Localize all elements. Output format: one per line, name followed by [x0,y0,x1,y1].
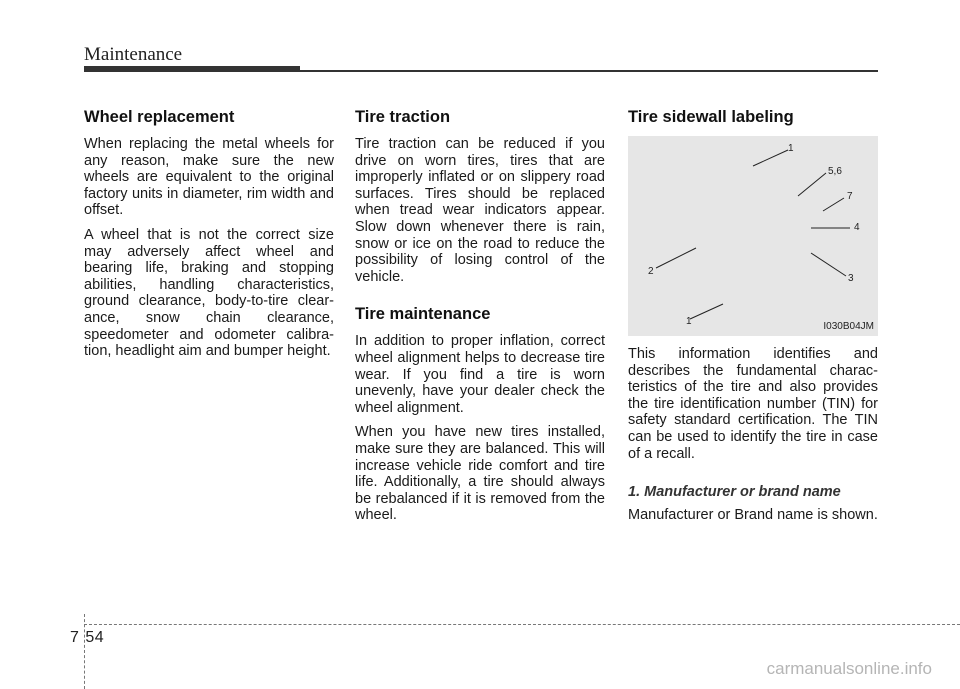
callout-label-4: 4 [854,222,860,233]
section-title-tire-traction: Tire traction [355,108,451,126]
footer-horizontal-rule [84,624,960,625]
paragraph: When replacing the metal wheels for any reason, make sure the new wheels are equivalent to the original factory units in diameter, rim width and offset. [84,136,334,219]
section-title-tire-maintenance: Tire maintenance [355,305,491,324]
section-title-tire-sidewall-labeling: Tire sidewall labeling [628,108,794,126]
paragraph: Tire traction can be reduced if you drive on worn tires, tires that are improperly inflated or on slippery road surfaces. Tires should be replaced when tread wear indicators appear. Slow down whenever there is rain, snow or ice on the road to reduce the possibility of losing control of the vehicle. [355,136,605,285]
paragraph: In addition to proper inflation, correct wheel alignment helps to decrease tire wear. If you find a tire is worn unevenly, have your dealer check the wheel alignment. [355,333,605,416]
page-number-value: 54 [85,629,105,646]
tire-sidewall-figure [628,136,878,336]
figure-code: I030B04JM [823,321,874,332]
callout-line-1-top [753,150,788,166]
section-title-wheel-replacement: Wheel replacement [84,108,235,126]
callout-line-2 [656,248,696,268]
watermark: carmanualsonline.info [766,659,932,678]
header-rule-thick [84,66,300,72]
callout-label-1-bottom: 1 [686,316,692,327]
callout-label-2: 2 [648,266,654,277]
paragraph: When you have new tires installed, make sure they are balanced. This will increase vehicle ride comfort and tire life. Additionally, a tire should always be rebalanced if it is removed from the wheel. [355,424,605,524]
column-tire-sidewall-labeling [628,108,878,532]
callout-label-5-6: 5,6 [828,166,842,177]
column-tire-traction [355,108,605,532]
callout-line-3 [811,253,846,276]
paragraph: Manufacturer or Brand name is shown. [628,507,878,524]
callout-label-1-top: 1 [788,143,794,154]
footer-vertical-rule [84,614,85,689]
callout-line-7 [823,198,844,211]
chapter-number: 7 [70,629,80,646]
callout-label-7: 7 [847,191,853,202]
callout-line-5-6 [798,173,826,196]
header-rule-thin [300,70,878,72]
column-wheel-replacement [84,108,334,368]
subsection-title-manufacturer: 1. Manufacturer or brand name [628,484,841,501]
page-header-title: Maintenance [84,44,183,65]
paragraph: A wheel that is not the correct size may adversely affect wheel and bearing life, braking and stopping abilities, handling characteristics, ground clearance, body-to-tire clearance, snow chain clearance, speedometer and odometer calibration, headlight aim and bumper height. [84,226,334,360]
page-number [70,629,104,647]
paragraph: This information identifies and describes the fundamental characteristics of the tire and also provides the tire identification number (TIN) for safety standard certification. The TIN can be used to identify the tire in case of a recall. [628,346,878,462]
callout-label-3: 3 [848,273,854,284]
callout-line-1-bottom [690,304,723,319]
